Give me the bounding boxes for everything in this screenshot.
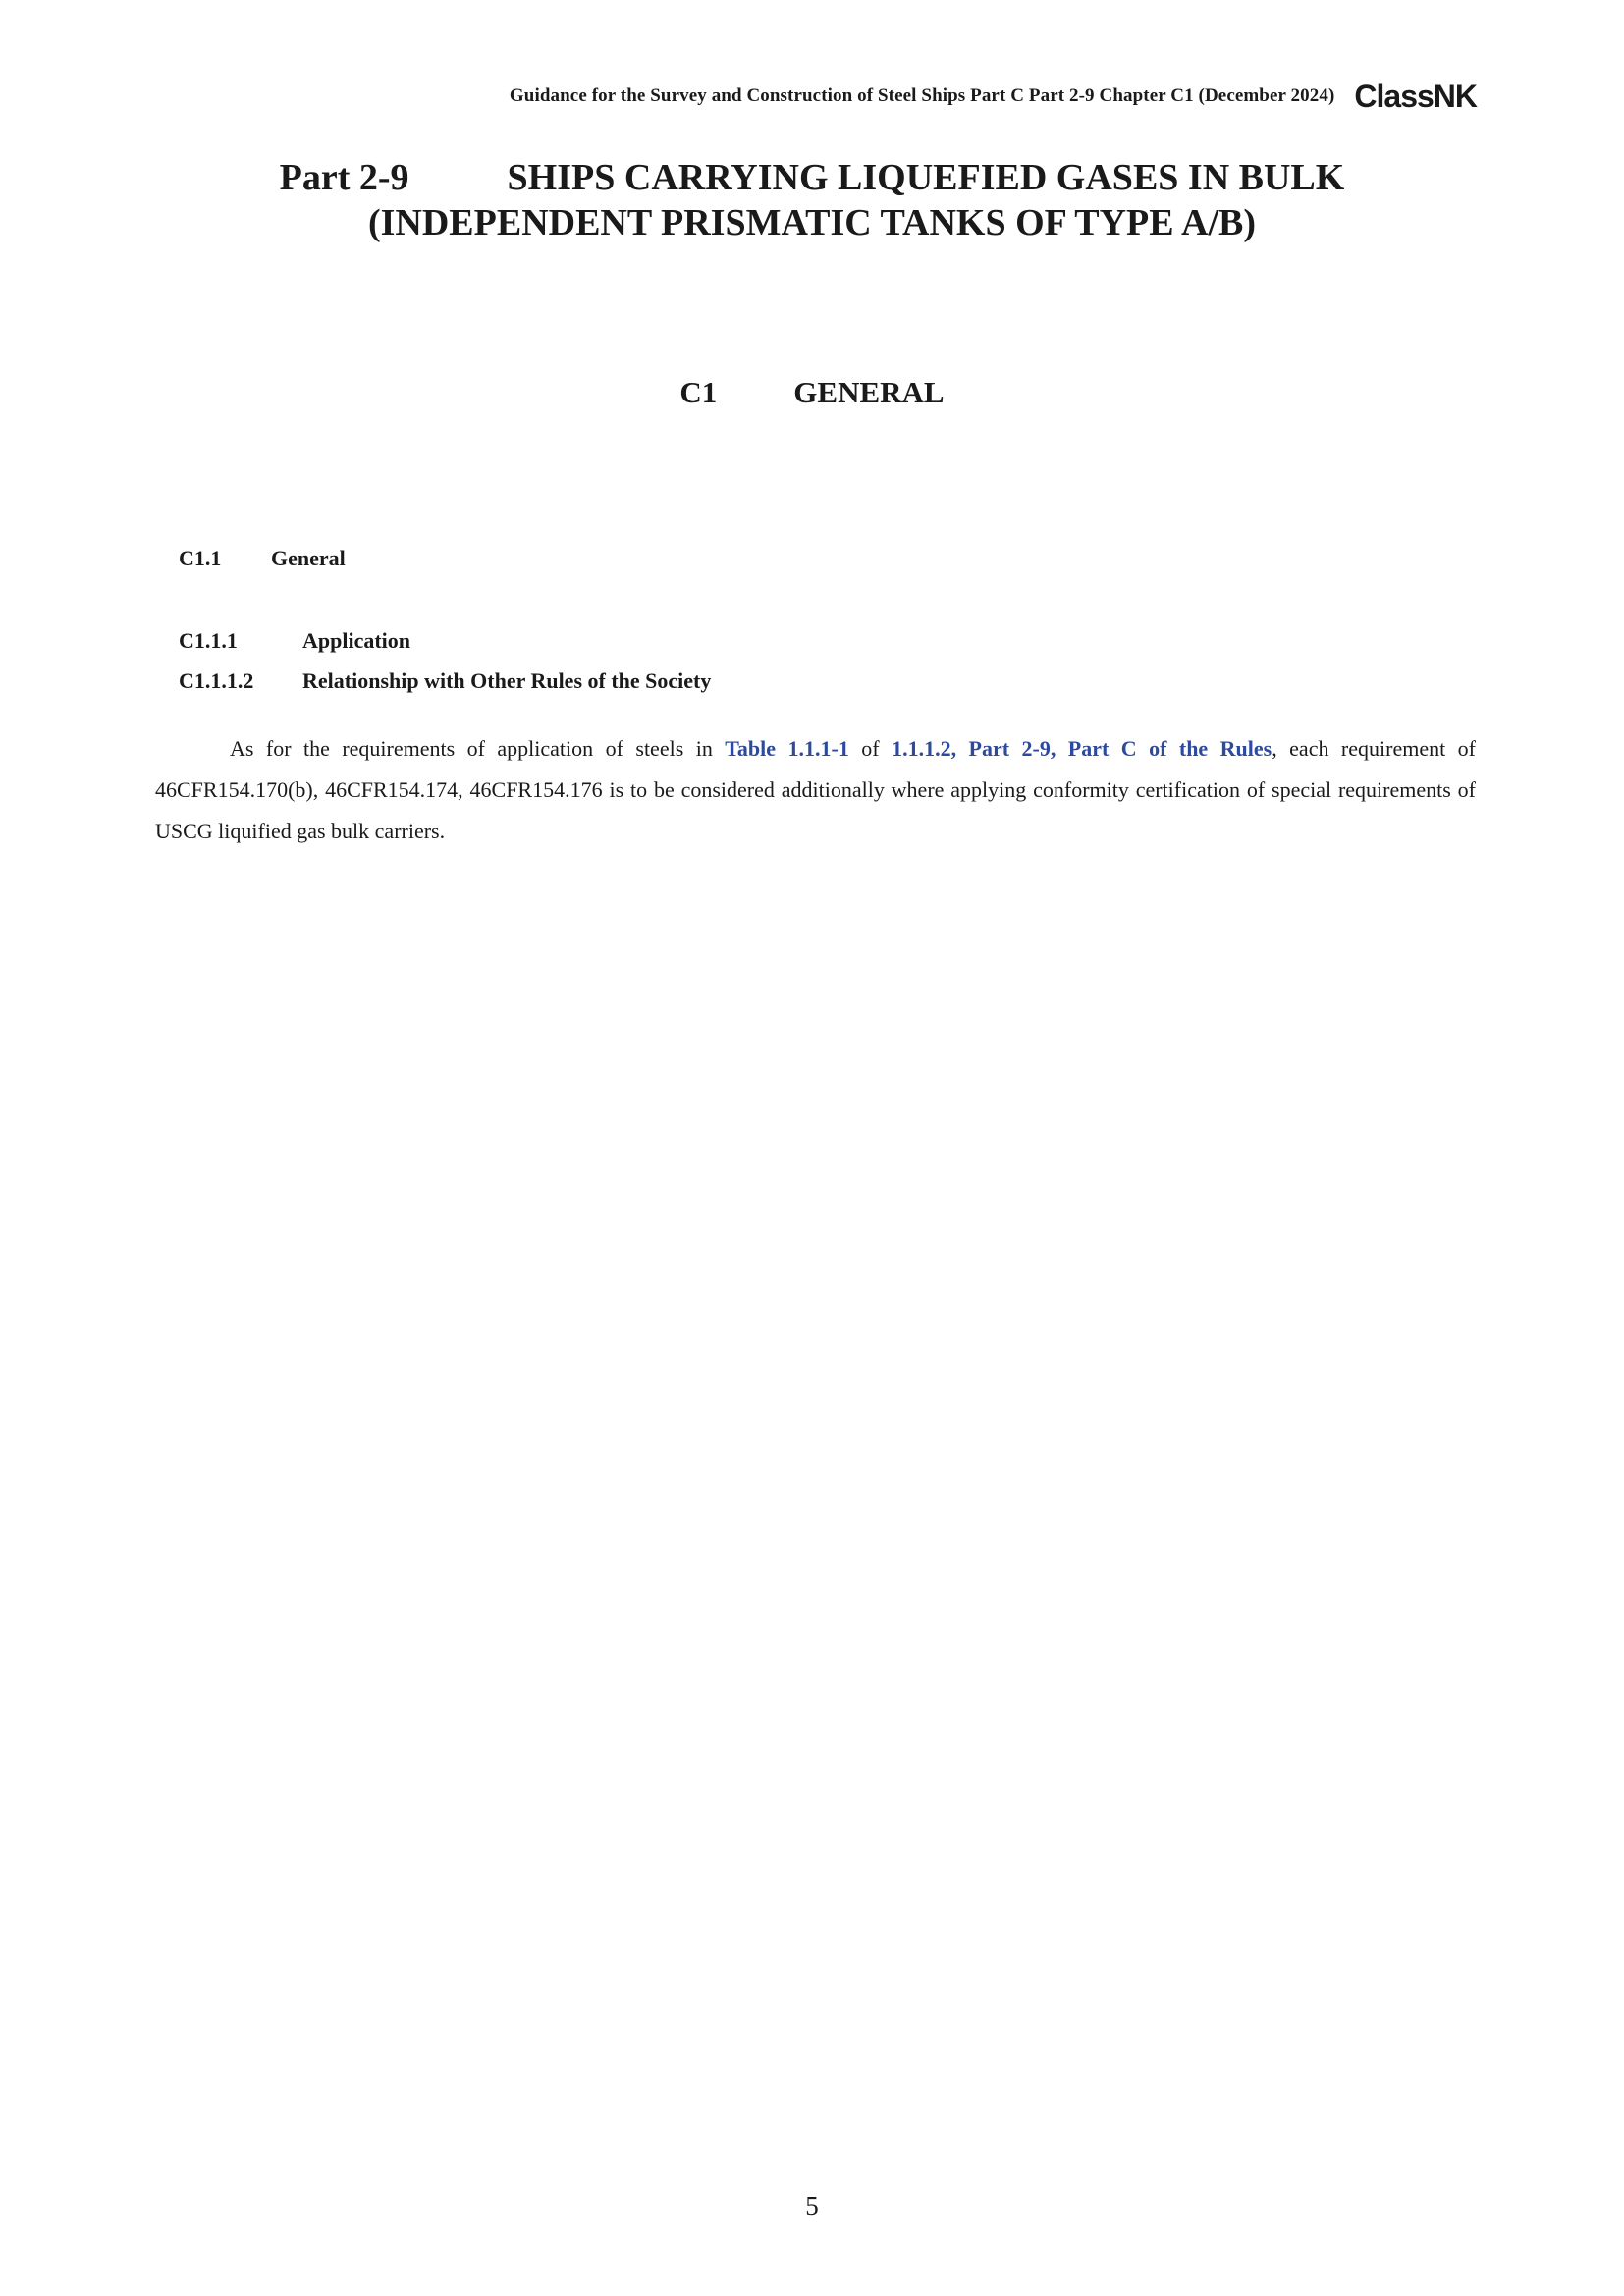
rules-reference-link[interactable]: 1.1.1.2, Part 2-9, Part C of the Rules bbox=[892, 736, 1272, 761]
section-heading-c1-1 bbox=[179, 546, 346, 571]
page-number: 5 bbox=[805, 2191, 819, 2220]
paragraph-text: of bbox=[848, 736, 893, 761]
paragraph-text: As for the requirements of application of steels in bbox=[230, 736, 726, 761]
section-number: C1.1.1.2 bbox=[179, 668, 254, 693]
section-title: Relationship with Other Rules of the Society bbox=[302, 668, 712, 693]
body-paragraph bbox=[155, 728, 1476, 852]
running-header-text: Guidance for the Survey and Construction of Steel Ships Part C Part 2-9 Chapter C1 (December 2024) bbox=[509, 85, 1335, 106]
chapter-number: C1 bbox=[679, 375, 718, 409]
chapter-title-text: GENERAL bbox=[793, 375, 945, 409]
paragraph-text: , each requirement of 46CFR154.170(b), 46CFR154.174, 46CFR154.176 is to be considered additionally where applying conformity certification of special requirements of USCG liquified gas bulk carriers. bbox=[155, 736, 1476, 843]
section-title: General bbox=[271, 546, 346, 570]
section-number: C1.1.1 bbox=[179, 628, 238, 653]
running-header bbox=[510, 80, 1477, 112]
classnk-logo: ClassNK bbox=[1354, 79, 1477, 114]
part-title bbox=[0, 155, 1624, 245]
section-heading-c1-1-1 bbox=[179, 628, 410, 654]
part-title-text-line2: (INDEPENDENT PRISMATIC TANKS OF TYPE A/B) bbox=[367, 202, 1257, 243]
chapter-title bbox=[0, 375, 1624, 410]
section-heading-c1-1-1-2 bbox=[179, 668, 711, 694]
section-number: C1.1 bbox=[179, 546, 222, 570]
part-title-line1 bbox=[0, 155, 1624, 200]
table-reference-link[interactable]: Table 1.1.1-1 bbox=[725, 736, 849, 761]
part-title-text-line1: SHIPS CARRYING LIQUEFIED GASES IN BULK bbox=[507, 157, 1345, 198]
part-number: Part 2-9 bbox=[279, 157, 409, 198]
section-title: Application bbox=[302, 628, 411, 653]
